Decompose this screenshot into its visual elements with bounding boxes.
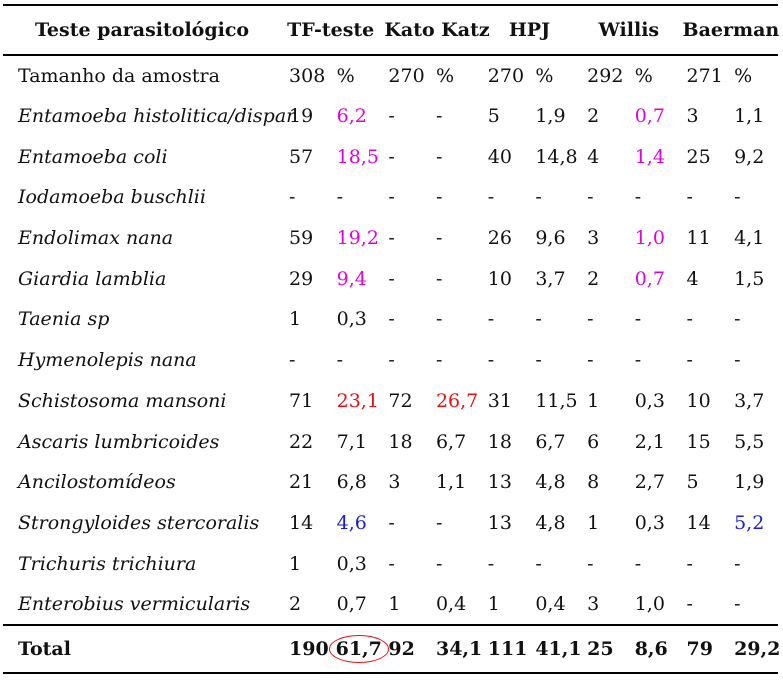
total-row <box>3 625 778 673</box>
table-cell: 31 <box>487 389 512 412</box>
table-row <box>3 543 778 584</box>
table-row <box>3 421 778 462</box>
table-cell: 13 <box>487 511 512 534</box>
table-cell: - <box>734 186 741 209</box>
table-cell: 21 <box>289 471 314 494</box>
table-cell: 6,7 <box>435 430 467 453</box>
table-cell: 111 <box>480 625 528 673</box>
table-cell: 59 <box>289 227 314 250</box>
table-cell: 2 <box>289 592 302 615</box>
column-header-hpj: HPJ <box>480 5 579 55</box>
table-cell: - <box>435 227 443 250</box>
table-cell: 0,3 <box>634 389 665 412</box>
table-cell: 1,0 <box>634 592 665 615</box>
table-cell: % <box>734 64 753 87</box>
parasitology-table-container <box>3 4 781 674</box>
table-cell: 9,4 <box>336 267 367 290</box>
table-cell: 10 <box>686 389 711 412</box>
table-cell: - <box>487 186 495 209</box>
table-cell: - <box>634 349 642 372</box>
table-cell: - <box>587 349 594 372</box>
table-cell: 0,7 <box>336 592 367 615</box>
table-cell: 2,1 <box>634 430 665 453</box>
table-cell: - <box>535 349 542 372</box>
table-cell: 6 <box>587 430 600 453</box>
table-cell: - <box>587 308 594 331</box>
table-cell: 1,5 <box>734 267 765 290</box>
table-cell: 1,9 <box>535 105 566 128</box>
table-cell: 308 <box>289 64 326 87</box>
table-cell: - <box>336 186 344 209</box>
table-row <box>3 299 778 340</box>
table-cell: - <box>388 145 395 168</box>
table-cell: 5 <box>686 471 699 494</box>
table-cell: - <box>388 105 395 128</box>
species-name: Schistosoma mansoni <box>18 389 227 412</box>
column-header-baerman: Baerman <box>679 5 778 55</box>
table-cell: 23,1 <box>336 389 379 412</box>
table-cell: 18,5 <box>336 145 379 168</box>
table-cell: 25 <box>686 145 711 168</box>
table-cell: 11,5 <box>535 389 578 412</box>
table-cell: - <box>535 552 542 575</box>
parasitology-test-table <box>3 4 781 674</box>
table-cell: - <box>734 349 741 372</box>
table-cell: 0,3 <box>634 511 665 534</box>
table-row <box>3 218 778 259</box>
table-cell: 4 <box>587 145 600 168</box>
column-header-tf-teste: TF-teste <box>281 5 380 55</box>
table-cell: 14,8 <box>535 145 578 168</box>
table-cell: 1 <box>487 592 500 615</box>
species-name: Enterobius vermicularis <box>18 592 251 615</box>
table-cell: 6,8 <box>336 471 367 494</box>
table-cell: - <box>435 186 443 209</box>
table-cell: 29,2 <box>726 625 778 673</box>
species-name: Entamoeba histolitica/dispar <box>18 105 296 128</box>
sample-size-row <box>3 55 778 96</box>
table-cell: - <box>435 552 443 575</box>
table-cell: 34,1 <box>428 625 480 673</box>
table-cell: 19,2 <box>336 227 379 250</box>
table-row <box>3 503 778 544</box>
table-cell: - <box>289 186 296 209</box>
table-cell: - <box>388 552 395 575</box>
table-cell: 71 <box>289 389 314 412</box>
table-cell: 2 <box>587 267 600 290</box>
column-header-kato-katz: Kato Katz <box>380 5 479 55</box>
table-cell: 292 <box>587 64 624 87</box>
table-cell: 8 <box>587 471 600 494</box>
table-cell: 6,7 <box>535 430 566 453</box>
column-header-test: Teste parasitológico <box>3 5 281 55</box>
table-row <box>3 96 778 137</box>
table-cell: - <box>388 349 395 372</box>
table-cell: 0,4 <box>535 592 566 615</box>
table-cell: % <box>634 64 653 87</box>
table-cell: 5,5 <box>734 430 765 453</box>
table-cell: 270 <box>487 64 525 87</box>
table-cell: 11 <box>686 227 711 250</box>
table-cell: 1 <box>289 308 302 331</box>
table-cell: - <box>734 592 741 615</box>
table-cell: - <box>336 349 344 372</box>
table-cell: 15 <box>686 430 711 453</box>
table-cell: 18 <box>388 430 413 453</box>
table-cell: 2 <box>587 105 600 128</box>
table-cell: - <box>734 552 741 575</box>
table-cell: 0,3 <box>336 552 367 575</box>
table-cell: - <box>435 105 443 128</box>
table-cell: 19 <box>289 105 314 128</box>
table-cell: 0,3 <box>336 308 367 331</box>
table-cell: 29 <box>289 267 314 290</box>
table-cell: 25 <box>579 625 627 673</box>
table-cell <box>329 625 381 673</box>
table-cell: 3 <box>587 227 600 250</box>
table-cell: % <box>535 64 554 87</box>
table-cell: 72 <box>388 389 413 412</box>
table-cell: - <box>289 349 296 372</box>
table-row <box>3 258 778 299</box>
table-cell: - <box>634 308 642 331</box>
row-label: Tamanho da amostra <box>18 64 220 87</box>
table-row <box>3 177 778 218</box>
table-cell: 9,2 <box>734 145 765 168</box>
table-cell: - <box>587 552 594 575</box>
table-cell: - <box>487 552 495 575</box>
table-cell: - <box>388 308 395 331</box>
table-cell: 22 <box>289 430 314 453</box>
species-name: Iodamoeba buschlii <box>18 186 206 209</box>
table-cell: 40 <box>487 145 512 168</box>
species-name: Hymenolepis nana <box>18 349 197 372</box>
table-cell: 190 <box>281 625 329 673</box>
table-row <box>3 584 778 625</box>
table-cell: 8,6 <box>627 625 679 673</box>
circled-total-percent: 61,7 <box>329 635 389 663</box>
table-cell: 6,2 <box>336 105 367 128</box>
table-cell: 3 <box>686 105 699 128</box>
table-cell: - <box>435 145 443 168</box>
table-cell: - <box>634 186 642 209</box>
table-cell: - <box>388 511 395 534</box>
table-cell: - <box>587 186 594 209</box>
row-label: Total <box>3 625 281 673</box>
table-cell: 26 <box>487 227 512 250</box>
table-header-row <box>3 5 778 55</box>
table-cell: 5,2 <box>734 511 765 534</box>
table-cell: - <box>634 552 642 575</box>
table-cell: - <box>686 308 693 331</box>
table-cell: - <box>487 349 495 372</box>
table-cell: 7,1 <box>336 430 367 453</box>
table-cell: 1,1 <box>734 105 765 128</box>
table-cell: % <box>336 64 355 87</box>
table-cell: - <box>686 186 693 209</box>
table-cell: - <box>535 186 542 209</box>
table-cell: 1 <box>289 552 302 575</box>
table-cell: - <box>435 349 443 372</box>
species-name: Strongyloides stercoralis <box>18 511 260 534</box>
table-row <box>3 462 778 503</box>
table-cell: 1,4 <box>634 145 665 168</box>
table-cell: 1,1 <box>435 471 467 494</box>
table-cell: 1 <box>587 511 600 534</box>
table-cell: 270 <box>388 64 425 87</box>
table-cell: 4,8 <box>535 511 566 534</box>
species-name: Taenia sp <box>18 308 110 331</box>
table-cell: 9,6 <box>535 227 566 250</box>
table-cell: 3 <box>587 592 600 615</box>
species-name: Ascaris lumbricoides <box>18 430 220 453</box>
species-name: Trichuris trichiura <box>18 552 197 575</box>
table-cell: - <box>686 552 693 575</box>
table-cell: 0,7 <box>634 105 665 128</box>
table-cell: - <box>435 267 443 290</box>
species-name: Entamoeba coli <box>18 145 168 168</box>
table-cell: 1,9 <box>734 471 765 494</box>
table-cell: 271 <box>686 64 723 87</box>
table-cell: 92 <box>380 625 428 673</box>
table-cell: - <box>388 227 395 250</box>
species-name: Ancilostomídeos <box>18 471 176 494</box>
table-cell: 3,7 <box>734 389 765 412</box>
column-header-willis: Willis <box>579 5 678 55</box>
table-cell: 3,7 <box>535 267 566 290</box>
table-cell: - <box>686 349 693 372</box>
table-cell: 57 <box>289 145 314 168</box>
table-cell: - <box>388 267 395 290</box>
table-cell: 41,1 <box>527 625 579 673</box>
table-cell: 2,7 <box>634 471 665 494</box>
table-cell: - <box>734 308 741 331</box>
table-cell: 4 <box>686 267 699 290</box>
table-cell: 5 <box>487 105 500 128</box>
table-cell: 4,6 <box>336 511 367 534</box>
table-cell: 1 <box>388 592 401 615</box>
table-cell: 4,1 <box>734 227 765 250</box>
table-cell: 1 <box>587 389 600 412</box>
table-cell: 18 <box>487 430 512 453</box>
table-cell: 0,4 <box>435 592 467 615</box>
table-cell: 3 <box>388 471 401 494</box>
table-cell: 14 <box>686 511 711 534</box>
table-cell: % <box>435 64 455 87</box>
table-cell: 26,7 <box>435 389 479 412</box>
table-cell: - <box>535 308 542 331</box>
table-cell: 13 <box>487 471 512 494</box>
table-cell: 14 <box>289 511 314 534</box>
table-row <box>3 381 778 422</box>
species-name: Endolimax nana <box>18 227 174 250</box>
table-cell: 4,8 <box>535 471 566 494</box>
table-cell: 10 <box>487 267 512 290</box>
table-cell: - <box>487 308 495 331</box>
species-name: Giardia lamblia <box>18 267 167 290</box>
table-cell: 0,7 <box>634 267 665 290</box>
table-cell: 1,0 <box>634 227 665 250</box>
table-cell: - <box>435 308 443 331</box>
table-cell: 79 <box>679 625 727 673</box>
table-cell: - <box>388 186 395 209</box>
table-cell: - <box>435 511 443 534</box>
table-cell: - <box>686 592 693 615</box>
table-row <box>3 136 778 177</box>
table-row <box>3 340 778 381</box>
